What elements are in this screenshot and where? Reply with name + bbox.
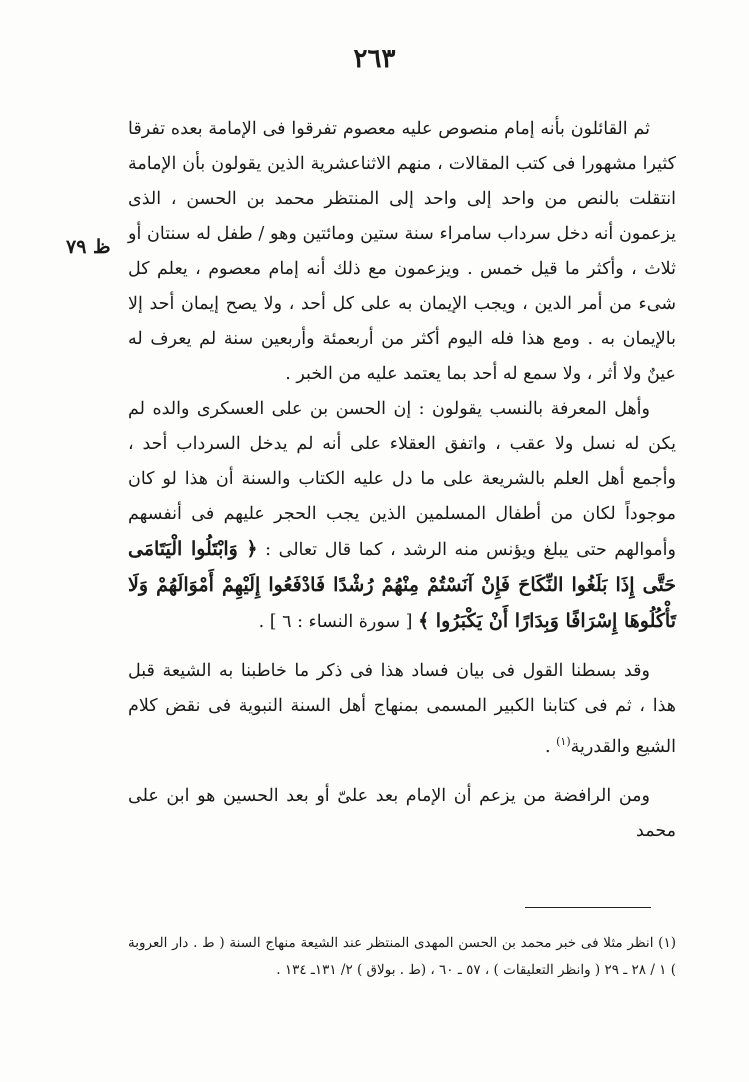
footnote-divider xyxy=(525,907,651,908)
main-text xyxy=(128,112,676,849)
paragraph xyxy=(128,392,676,640)
paragraph: ومن الرافضة من يزعم أن الإمام بعد علىّ أو بعد الحسين هو ابن على محمد xyxy=(128,785,676,841)
paragraph-text: وأهل المعرفة بالنسب يقولون : إن الحسن بن على العسكرى والده لم يكن له نسل ولا عقب ، واتفق العقلاء على أنه لم يدخل السرداب أحد ، وأجمع أهل العلم بالشريعة على ما دل عليه الكتاب والسنة أن هذا لو كان موجوداً لكان من أطفال المسلمين الذين يجب الحجر عليهم فى أنفسهم وأموالهم حتى يبلغ ويؤنس منه الرشد ، كما قال تعالى : xyxy=(128,399,676,560)
verse-reference: [ سورة النساء : ٦ ] . xyxy=(258,612,413,632)
quran-verse: ﴿ وَابْتَلُوا الْيَتَامَى حَتَّى إِذَا بَلَغُوا النِّكَاحَ فَإِنْ آنَسْتُمْ مِنْهُمْ رُشْدًا فَادْفَعُوا إِلَيْهِمْ أَمْوَالَهُمْ وَلَا تَأْكُلُوهَا إِسْرَافًا وَبِدَارًا أَنْ يَكْبَرُوا ﴾ xyxy=(128,538,676,632)
margin-note: ظ ٧٩ xyxy=(66,236,111,258)
footnote-marker: (١) xyxy=(556,735,571,748)
paragraph: ثم القائلون بأنه إمام منصوص عليه معصوم تفرقوا فى الإمامة بعده تفرقا كثيرا مشهورا فى كتب المقالات ، منهم الاثناعشرية الذين يقولون بأن الإمامة انتقلت بالنص من واحد إلى واحد إلى المنتظر محمد بن الحسن ، الذى يزعمون أنه دخل سرداب سامراء سنة ستين ومائتين وهو / طفل له سنتان أو ثلاث ، وأكثر ما قيل خمس . ويزعمون مع ذلك أنه إمام معصوم ، يعلم كل شىء من أمر الدين ، ويجب الإيمان به على كل أحد ، ولا يصح إيمان أحد إلا بالإيمان به . ومع هذا فله اليوم أكثر من أربعمئة وأربعين سنة لم يعرف له عينٌ ولا أثر ، ولا سمع له أحد بما يعتمد عليه من الخبر . xyxy=(128,119,676,384)
paragraph-text: وقد بسطنا القول فى بيان فساد هذا فى ذكر ما خاطبنا به الشيعة قبل هذا ، ثم فى كتابنا الكبير المسمى بمنهاج أهل السنة النبوية فى نقض كلام الشيع والقدرية xyxy=(128,661,676,757)
page-number: ٢٦٣ xyxy=(353,44,396,74)
footnote: (١) انظر مثلا فى خبر محمد بن الحسن المهدى المنتظر عند الشيعة منهاج السنة ( ط . دار العروبة ) ١ / ٢٨ ـ ٢٩ ( وانظر التعليقات ) ، ٥٧ ـ ٦٠ ، (ط . بولاق ) ٢/ ١٣١ـ ١٣٤ . xyxy=(128,935,676,978)
paragraph xyxy=(128,654,676,765)
paragraph-end: . xyxy=(544,736,551,757)
